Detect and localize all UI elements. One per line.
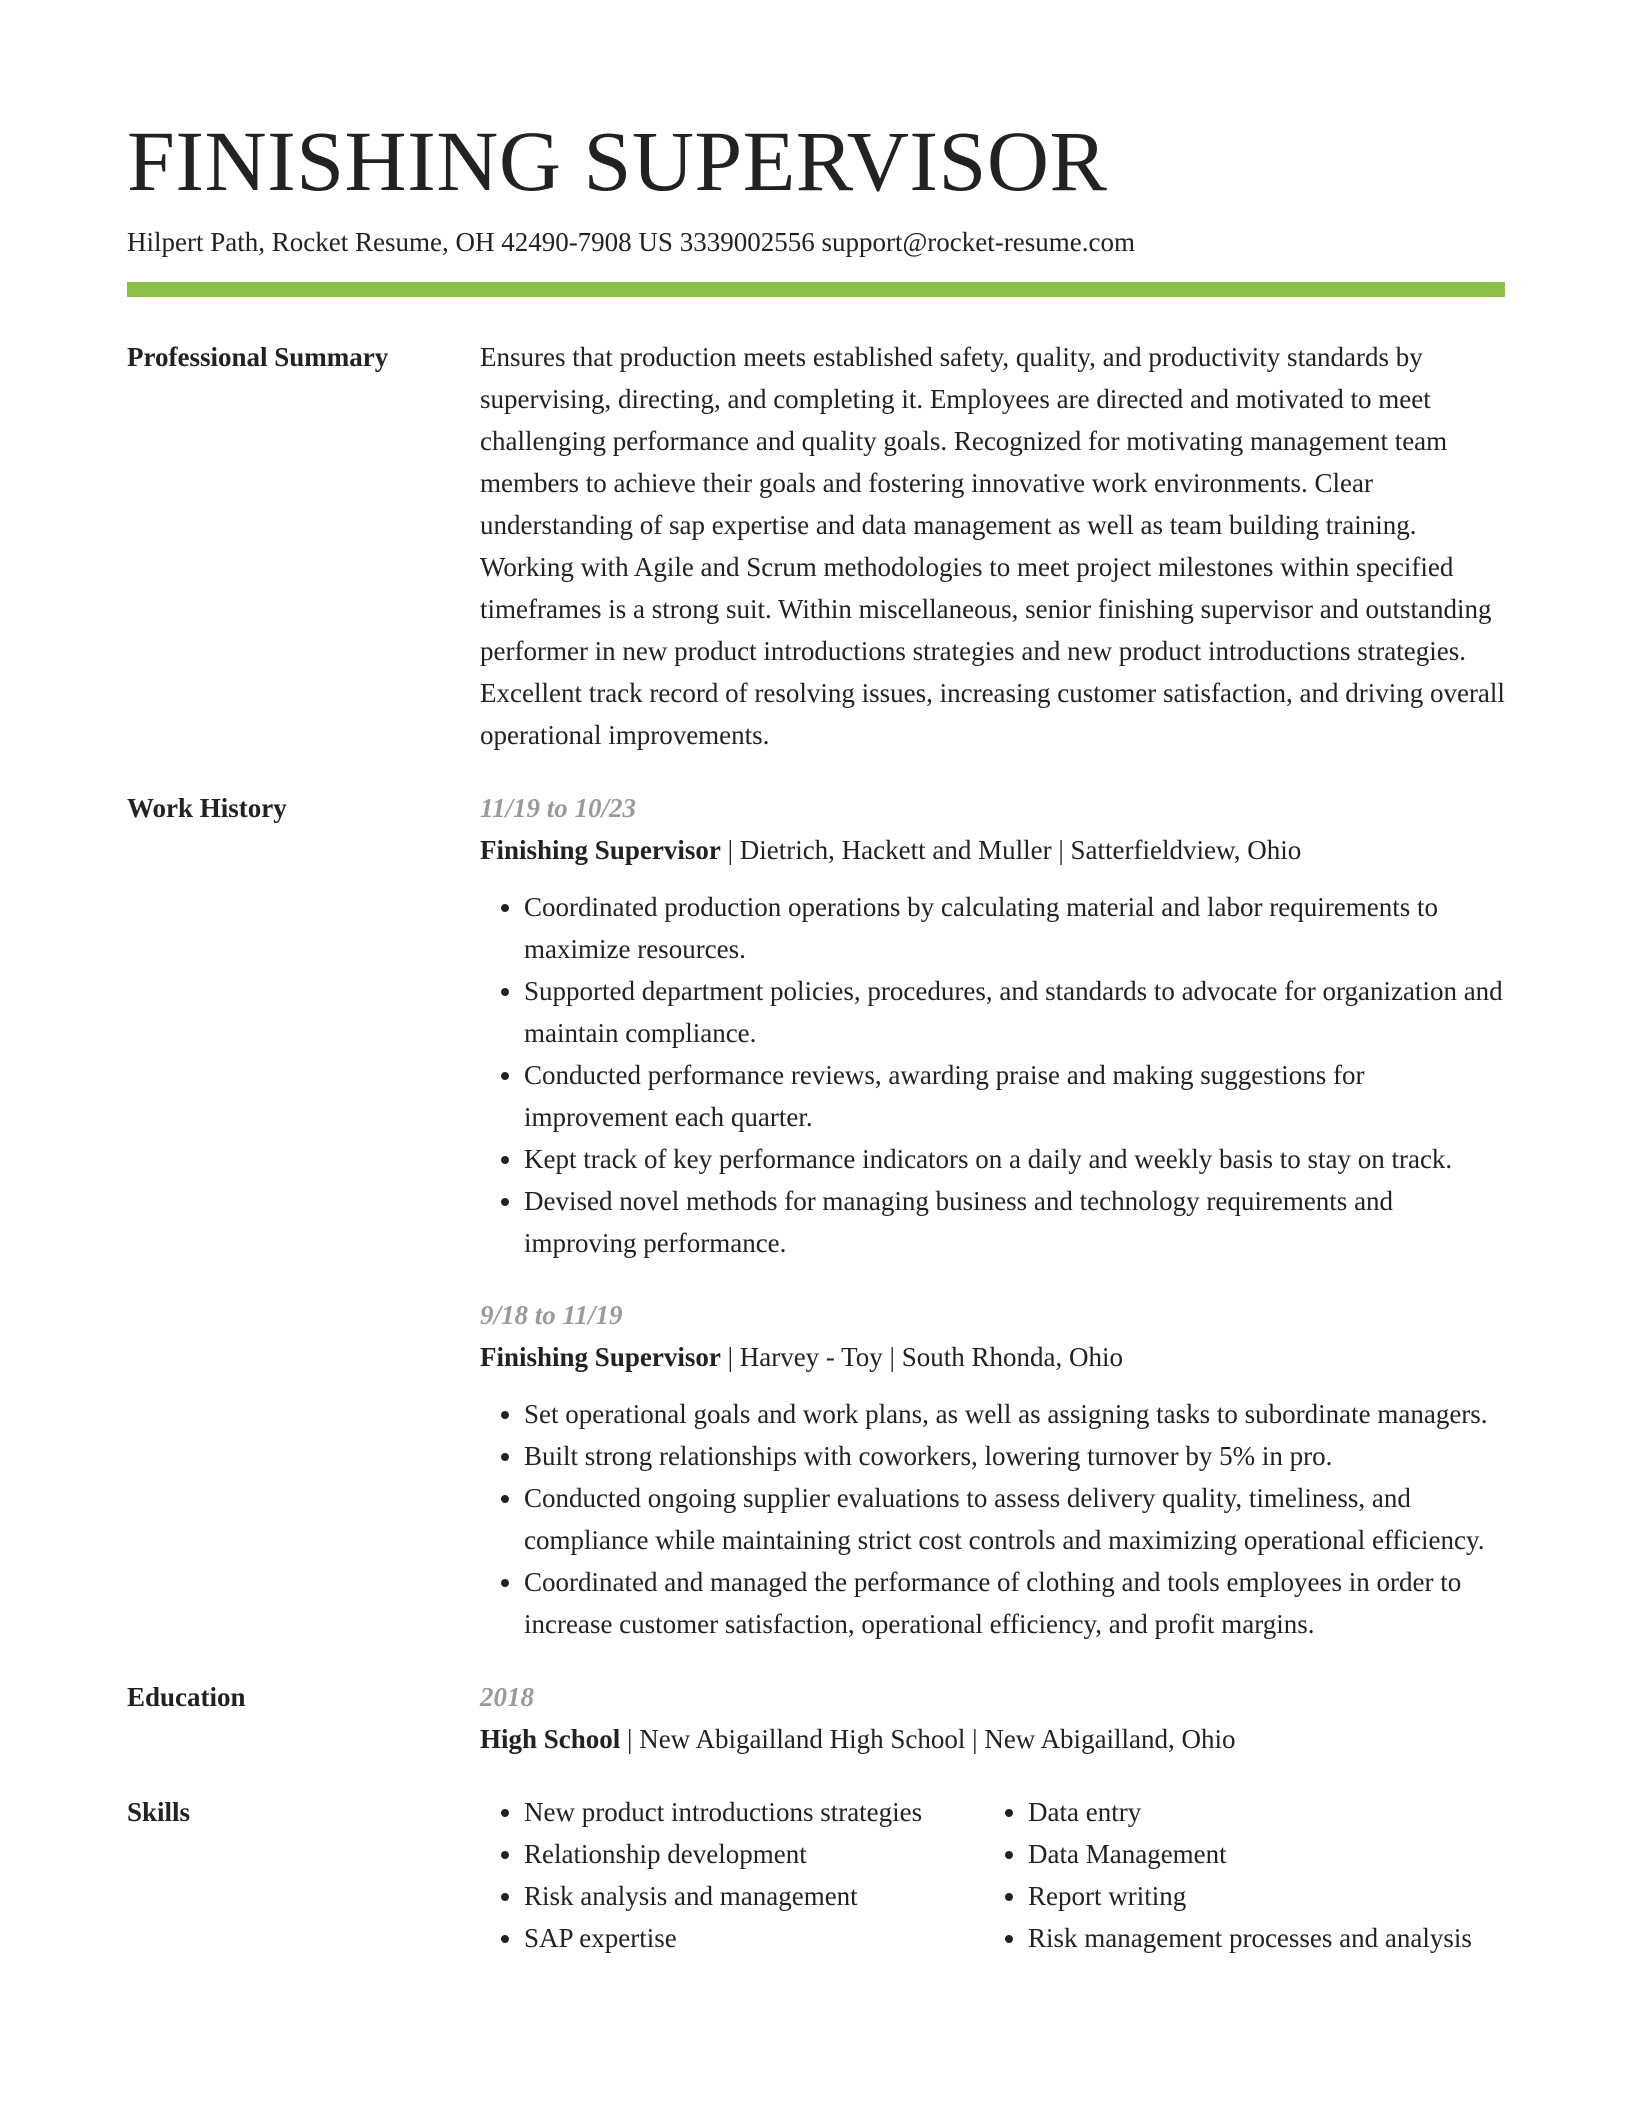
skills-list-left — [480, 1791, 984, 1959]
job-title: Finishing Supervisor — [480, 835, 721, 866]
skills-label: Skills — [127, 1797, 191, 1828]
skill-item: • Data entry — [1028, 1791, 1505, 1833]
job-bullet-list — [480, 1393, 1505, 1645]
summary-label: Professional Summary — [127, 342, 389, 373]
job-employer-location: | Dietrich, Hackett and Muller | Satterfieldview, Ohio — [720, 835, 1302, 866]
job-bullet: • Devised novel methods for managing business and technology requirements and improving performance. — [524, 1180, 1505, 1264]
summary-text: Ensures that production meets established safety, quality, and productivity standards by supervising, directing, and completing it. Employees are directed and motivated to meet challenging performance and quality goals. Recognized for motivating management team members to achieve their goals and fostering innovative work environments. Clear understanding of sap expertise and data management as well as team building training. Working with Agile and Scrum methodologies to meet project milestones within specified timeframes is a strong suit. Within miscellaneous, senior finishing supervisor and outstanding performer in new product introductions strategies and new product introductions strategies. Excellent track record of resolving issues, increasing customer satisfaction, and driving overall operational improvements. — [480, 342, 1505, 751]
skill-item: • New product introductions strategies — [524, 1791, 984, 1833]
job-bullet: • Kept track of key performance indicators on a daily and weekly basis to stay on track. — [524, 1138, 1505, 1180]
skills-list-right — [984, 1791, 1505, 1959]
job-bullet: • Built strong relationships with coworkers, lowering turnover by 5% in pro. — [524, 1435, 1505, 1477]
skill-item: • Report writing — [1028, 1875, 1505, 1917]
education-heading — [480, 1718, 1505, 1760]
job-employer-location: | Harvey - Toy | South Rhonda, Ohio — [720, 1342, 1123, 1373]
skill-item: • Risk management processes and analysis — [1028, 1917, 1505, 1959]
job-title: Finishing Supervisor — [480, 1342, 721, 1373]
work-history-section — [127, 787, 1505, 1645]
job-bullet: • Conducted ongoing supplier evaluations to assess delivery quality, timeliness, and compliance while maintaining strict cost controls and maximizing operational efficiency. — [524, 1477, 1505, 1561]
job-dates: 9/18 to 11/19 — [480, 1300, 623, 1331]
education-section — [127, 1676, 1505, 1760]
job-heading — [480, 1336, 1505, 1378]
skill-item: • Risk analysis and management — [524, 1875, 984, 1917]
education-year: 2018 — [480, 1682, 534, 1713]
job-bullet: • Set operational goals and work plans, as well as assigning tasks to subordinate managers. — [524, 1393, 1505, 1435]
job-bullet: • Supported department policies, procedures, and standards to advocate for organization and maintain compliance. — [524, 970, 1505, 1054]
skill-item: • Data Management — [1028, 1833, 1505, 1875]
skills-columns — [480, 1791, 1505, 1959]
education-school-location: | New Abigailland High School | New Abigailland, Ohio — [620, 1724, 1236, 1755]
skill-item: • SAP expertise — [524, 1917, 984, 1959]
job-entry — [480, 787, 1505, 1264]
resume-name-title: FINISHING SUPERVISOR — [127, 113, 1108, 209]
work-history-label: Work History — [127, 793, 287, 824]
job-entry — [480, 1294, 1505, 1645]
accent-divider — [127, 282, 1505, 297]
job-heading — [480, 829, 1505, 871]
contact-line: Hilpert Path, Rocket Resume, OH 42490-7908 US 3339002556 support@rocket-resume.com — [127, 227, 1135, 257]
job-dates: 11/19 to 10/23 — [480, 793, 637, 824]
skills-section — [127, 1791, 1505, 1959]
skill-item: • Relationship development — [524, 1833, 984, 1875]
job-bullet-list — [480, 886, 1505, 1264]
summary-section — [127, 336, 1505, 756]
job-bullet: • Coordinated production operations by calculating material and labor requirements to maximize resources. — [524, 886, 1505, 970]
education-label: Education — [127, 1682, 246, 1713]
education-degree: High School — [480, 1724, 621, 1755]
job-bullet: • Coordinated and managed the performance of clothing and tools employees in order to increase customer satisfaction, operational efficiency, and profit margins. — [524, 1561, 1505, 1645]
job-bullet: • Conducted performance reviews, awarding praise and making suggestions for improvement each quarter. — [524, 1054, 1505, 1138]
